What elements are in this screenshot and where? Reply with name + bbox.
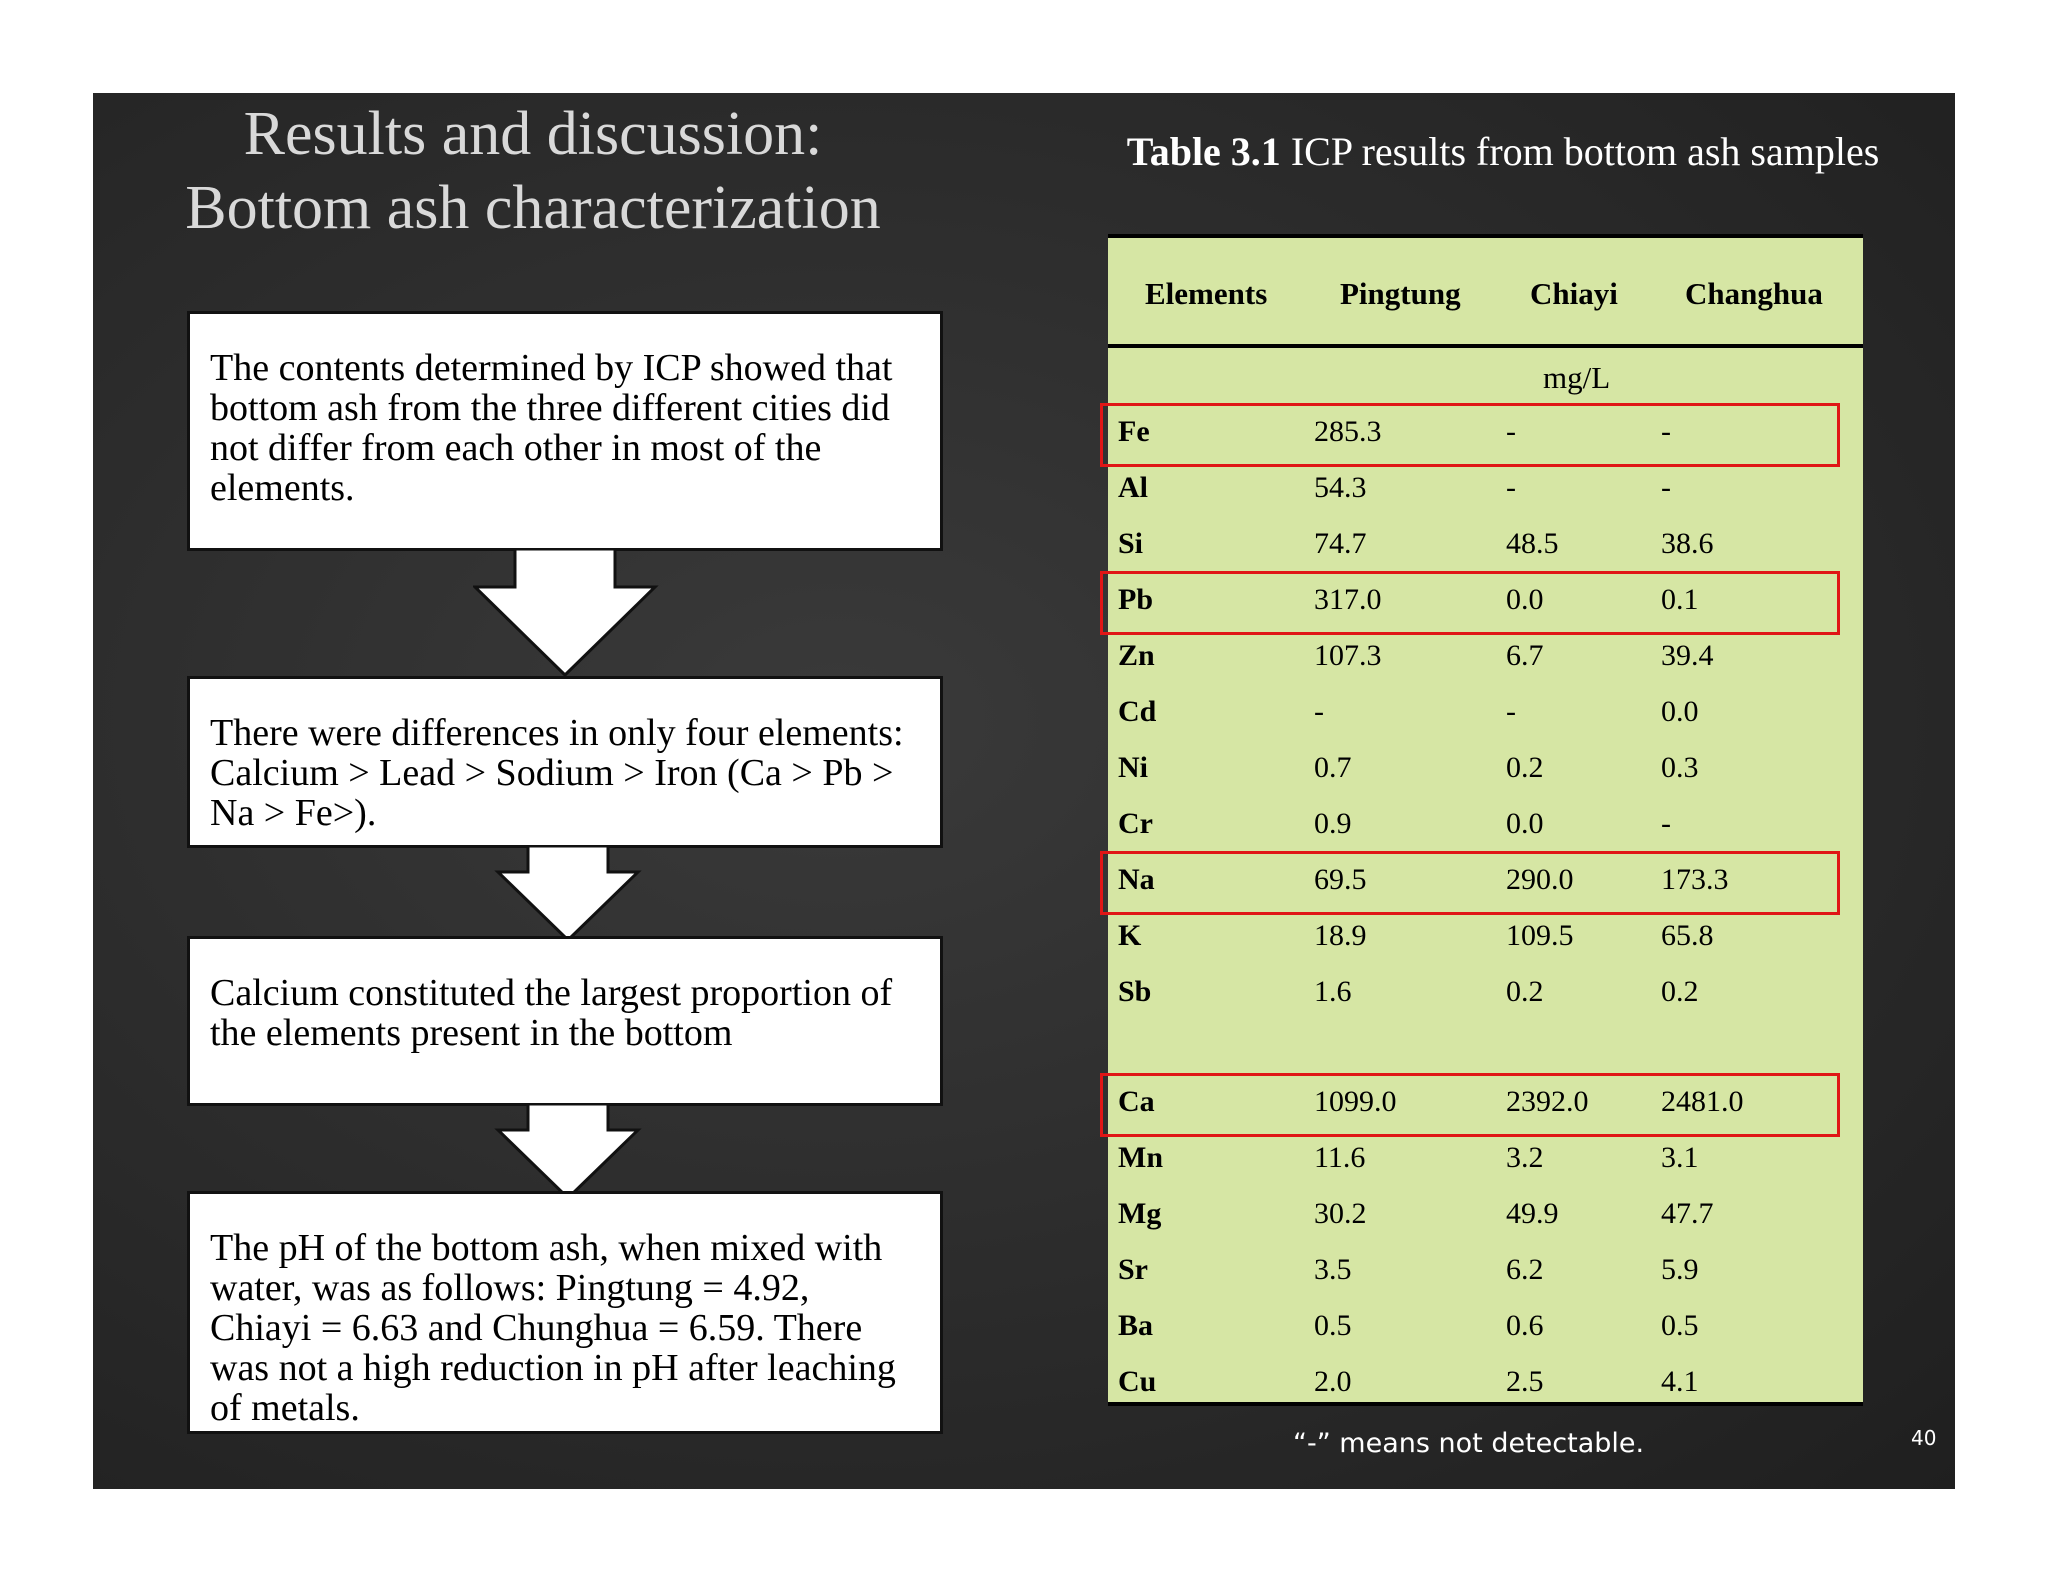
chiayi-cell: - [1506,695,1516,728]
table-row [1108,1189,1863,1245]
table-caption-label: Table 3.1 [1126,129,1281,174]
page-number: 40 [1911,1426,1937,1450]
pingtung-cell: 285.3 [1314,415,1382,448]
table-row [1108,687,1863,743]
pingtung-cell: 107.3 [1314,639,1382,672]
chiayi-cell: 2392.0 [1506,1085,1589,1118]
down-arrow-2 [493,846,643,942]
pingtung-cell: 1099.0 [1314,1085,1397,1118]
element-cell: Ba [1118,1309,1154,1342]
highlight-box [1100,851,1840,915]
element-cell: Pb [1118,583,1154,616]
changhua-cell: 0.0 [1661,695,1699,728]
table-header [1108,238,1863,348]
down-arrow-3 [493,1104,643,1200]
chiayi-cell: 0.0 [1506,807,1544,840]
chiayi-cell: 49.9 [1506,1197,1559,1230]
header-chiayi: Chiayi [1530,276,1618,311]
icp-results-table [1108,234,1863,1406]
table-row [1108,1301,1863,1357]
slide-title [93,97,973,245]
changhua-cell: - [1661,807,1671,840]
table-caption [1103,127,1955,177]
element-cell: Al [1118,471,1148,504]
changhua-cell: 38.6 [1661,527,1714,560]
chiayi-cell: 48.5 [1506,527,1559,560]
table-row [1108,743,1863,799]
flow-box-3: Calcium constituted the largest proportion of the elements present in the bottom [187,936,943,1106]
chiayi-cell: - [1506,415,1516,448]
chiayi-cell: 0.2 [1506,975,1544,1008]
down-arrow-1 [473,549,663,677]
chiayi-cell: 0.2 [1506,751,1544,784]
chiayi-cell: 6.2 [1506,1253,1544,1286]
changhua-cell: 5.9 [1661,1253,1699,1286]
flow-box-4: The pH of the bottom ash, when mixed with water, was as follows: Pingtung = 4.92, Chiayi = 6.63 and Chunghua = 6.59. There was not a high reduction in pH after leaching of metals. [187,1191,943,1434]
changhua-cell: 3.1 [1661,1141,1699,1174]
chiayi-cell: 2.5 [1506,1365,1544,1398]
element-cell: Cu [1118,1365,1157,1398]
pingtung-cell: 2.0 [1314,1365,1352,1398]
unit-label: mg/L [1543,360,1611,395]
changhua-cell: - [1661,471,1671,504]
element-cell: Ca [1118,1085,1155,1118]
element-cell: Cd [1118,695,1157,728]
pingtung-cell: - [1314,695,1324,728]
table-row [1108,519,1863,575]
element-cell: Sb [1118,975,1152,1008]
pingtung-cell: 0.7 [1314,751,1352,784]
changhua-cell: - [1661,415,1671,448]
header-elements: Elements [1145,276,1268,311]
chiayi-cell: 290.0 [1506,863,1574,896]
pingtung-cell: 74.7 [1314,527,1367,560]
chiayi-cell: 109.5 [1506,919,1574,952]
element-cell: Fe [1118,415,1150,448]
chiayi-cell: 6.7 [1506,639,1544,672]
pingtung-cell: 3.5 [1314,1253,1352,1286]
flow-box-2: There were differences in only four elements: Calcium > Lead > Sodium > Iron (Ca > Pb > Na > Fe>). [187,676,943,848]
changhua-cell: 65.8 [1661,919,1714,952]
pingtung-cell: 30.2 [1314,1197,1367,1230]
pingtung-cell: 0.9 [1314,807,1352,840]
changhua-cell: 47.7 [1661,1197,1714,1230]
header-changhua: Changhua [1685,276,1823,311]
table-row [1108,1133,1863,1189]
pingtung-cell: 18.9 [1314,919,1367,952]
table-row [1108,631,1863,687]
changhua-cell: 0.1 [1661,583,1699,616]
changhua-cell: 2481.0 [1661,1085,1744,1118]
pingtung-cell: 69.5 [1314,863,1367,896]
element-cell: Ni [1118,751,1148,784]
chiayi-cell: 3.2 [1506,1141,1544,1174]
changhua-cell: 39.4 [1661,639,1714,672]
element-cell: Zn [1118,639,1155,672]
slide-title-line-1: Results and discussion: [243,100,823,168]
table-row [1108,799,1863,855]
slide [93,93,1955,1489]
chiayi-cell: 0.6 [1506,1309,1544,1342]
pingtung-cell: 1.6 [1314,975,1352,1008]
table-row [1108,1357,1863,1413]
changhua-cell: 0.2 [1661,975,1699,1008]
table-caption-text: ICP results from bottom ash samples [1280,129,1880,174]
highlight-box [1100,403,1840,467]
changhua-cell: 0.3 [1661,751,1699,784]
element-cell: Mn [1118,1141,1163,1174]
table-row [1108,463,1863,519]
footnote: “-” means not detectable. [1293,1428,1645,1459]
changhua-cell: 4.1 [1661,1365,1699,1398]
table-row [1108,967,1863,1023]
changhua-cell: 0.5 [1661,1309,1699,1342]
element-cell: Na [1118,863,1155,896]
element-cell: Cr [1118,807,1153,840]
changhua-cell: 173.3 [1661,863,1729,896]
pingtung-cell: 317.0 [1314,583,1382,616]
element-cell: Mg [1118,1197,1162,1230]
table-row [1108,911,1863,967]
flow-box-1: The contents determined by ICP showed that bottom ash from the three different cities did not differ from each other in most of the elements. [187,311,943,551]
chiayi-cell: 0.0 [1506,583,1544,616]
slide-title-line-2: Bottom ash characterization [185,174,881,242]
pingtung-cell: 11.6 [1314,1141,1366,1174]
element-cell: K [1118,919,1142,952]
element-cell: Sr [1118,1253,1148,1286]
element-cell: Si [1118,527,1144,560]
pingtung-cell: 0.5 [1314,1309,1352,1342]
chiayi-cell: - [1506,471,1516,504]
highlight-box [1100,571,1840,635]
pingtung-cell: 54.3 [1314,471,1367,504]
header-pingtung: Pingtung [1340,276,1461,311]
highlight-box [1100,1073,1840,1137]
table-row [1108,1245,1863,1301]
